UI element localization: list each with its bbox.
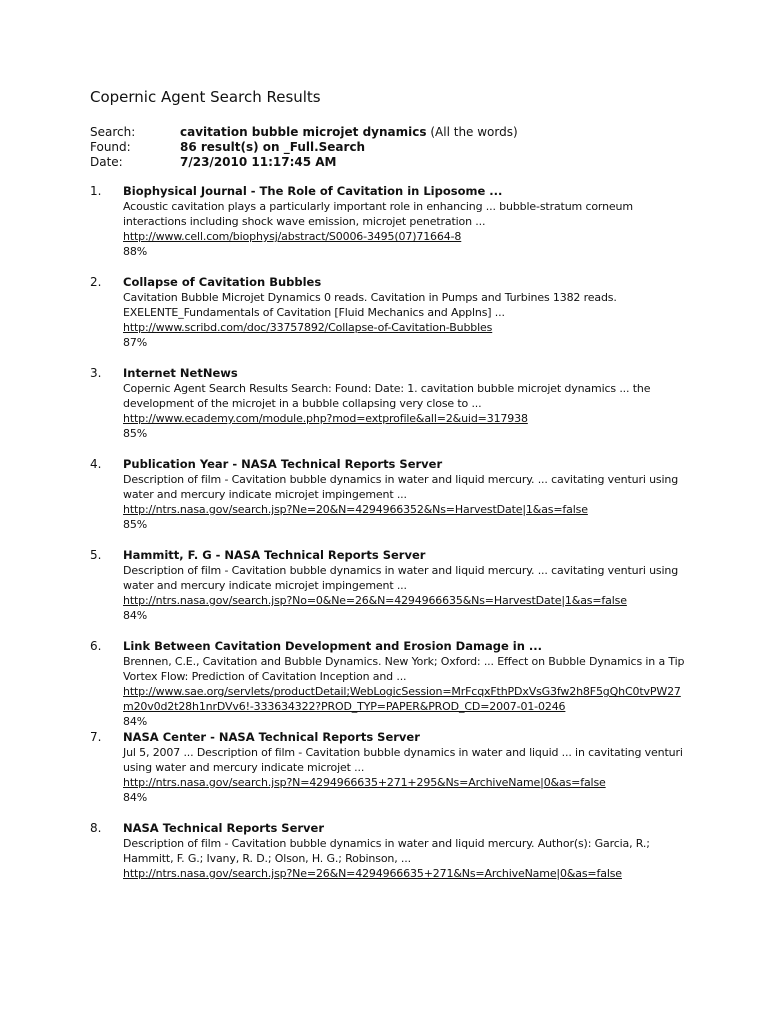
result-number: 6.: [90, 639, 102, 653]
result-url-link[interactable]: http://www.cell.com/biophysj/abstract/S0006-3495(07)71664-8: [123, 230, 462, 243]
result-url-link[interactable]: http://www.sae.org/servlets/productDetail;WebLogicSession=MrFcqxFthPDxVsG3fw2h8F5gQhC0tvPW27m20v0d2t28h1nrDVv6!-333634322?PROD_TYP=PAPER&PROD_CD=2007-01-0246: [123, 685, 681, 713]
result-url-link[interactable]: http://ntrs.nasa.gov/search.jsp?No=0&Ne=26&N=4294966635&Ns=HarvestDate|1&as=false: [123, 594, 627, 607]
result-title: Collapse of Cavitation Bubbles: [123, 275, 322, 289]
result-item: [90, 184, 690, 275]
date-label: Date:: [90, 155, 123, 169]
result-item: [90, 457, 690, 548]
result-title: Biophysical Journal - The Role of Cavitation in Liposome ...: [123, 184, 503, 198]
search-label: Search:: [90, 125, 136, 139]
result-title: NASA Center - NASA Technical Reports Server: [123, 730, 420, 744]
result-number: 1.: [90, 184, 102, 198]
result-title: NASA Technical Reports Server: [123, 821, 325, 835]
result-item: [90, 639, 690, 730]
result-snippet: Description of film - Cavitation bubble dynamics in water and liquid mercury. ... cavitating venturi using water and mercury indicate microjet impingement ...: [123, 564, 679, 592]
result-number: 5.: [90, 548, 102, 562]
page-title: Copernic Agent Search Results: [90, 88, 321, 106]
found-value: 86 result(s) on _Full.Search: [180, 140, 366, 154]
result-body: [123, 730, 690, 821]
result-body: [123, 639, 690, 730]
result-item: [90, 275, 690, 366]
result-relevance-score: 84%: [123, 791, 147, 804]
results-page: [90, 88, 690, 880]
result-url-link[interactable]: http://ntrs.nasa.gov/search.jsp?Ne=20&N=4294966352&Ns=HarvestDate|1&as=false: [123, 503, 588, 516]
result-body: [123, 366, 690, 457]
result-snippet: Jul 5, 2007 ... Description of film - Cavitation bubble dynamics in water and liquid ... in cavitating venturi using water and mercury indicate microjet ...: [123, 746, 683, 774]
results-list: [90, 184, 690, 912]
result-url-link[interactable]: http://ntrs.nasa.gov/search.jsp?N=4294966635+271+295&Ns=ArchiveName|0&as=false: [123, 776, 606, 789]
result-snippet: Cavitation Bubble Microjet Dynamics 0 reads. Cavitation in Pumps and Turbines 1382 reads. EXELENTE_Fundamentals of Cavitation [Fluid Mechanics and Applns] ...: [123, 291, 617, 319]
result-snippet: Copernic Agent Search Results Search: Found: Date: 1. cavitation bubble microjet dynamics ... the development of the microjet in a bubble collapsing very close to ...: [123, 382, 651, 410]
result-number: 8.: [90, 821, 102, 835]
result-item: [90, 730, 690, 821]
result-title: Internet NetNews: [123, 366, 238, 380]
search-mode: (All the words): [430, 125, 518, 139]
result-title: Publication Year - NASA Technical Reports Server: [123, 457, 443, 471]
result-body: [123, 821, 690, 912]
search-row: [90, 125, 690, 140]
result-body: [123, 548, 690, 639]
result-number: 3.: [90, 366, 102, 380]
result-item: [90, 548, 690, 639]
result-snippet: Description of film - Cavitation bubble dynamics in water and liquid mercury. ... cavitating venturi using water and mercury indicate microjet impingement ...: [123, 473, 679, 501]
result-item: [90, 821, 690, 912]
search-query: cavitation bubble microjet dynamics: [180, 125, 427, 139]
result-relevance-score: 85%: [123, 427, 147, 440]
result-relevance-score: 84%: [123, 715, 147, 728]
result-url-link[interactable]: http://ntrs.nasa.gov/search.jsp?Ne=26&N=4294966635+271&Ns=ArchiveName|0&as=false: [123, 867, 622, 880]
result-title: Link Between Cavitation Development and Erosion Damage in ...: [123, 639, 543, 653]
result-relevance-score: 85%: [123, 518, 147, 531]
result-snippet: Acoustic cavitation plays a particularly important role in enhancing ... bubble-stratum corneum interactions including shock wave emission, microjet penetration ...: [123, 200, 633, 228]
date-row: [90, 155, 690, 170]
result-body: [123, 275, 690, 366]
result-url-link[interactable]: http://www.ecademy.com/module.php?mod=extprofile&all=2&uid=317938: [123, 412, 528, 425]
result-item: [90, 366, 690, 457]
search-value: [180, 125, 518, 140]
found-row: [90, 140, 690, 155]
result-body: [123, 457, 690, 548]
result-relevance-score: 88%: [123, 245, 147, 258]
result-title: Hammitt, F. G - NASA Technical Reports Server: [123, 548, 426, 562]
result-number: 2.: [90, 275, 102, 289]
result-relevance-score: 84%: [123, 609, 147, 622]
date-value: 7/23/2010 11:17:45 AM: [180, 155, 337, 169]
result-snippet: Brennen, C.E., Cavitation and Bubble Dynamics. New York; Oxford: ... Effect on Bubble Dynamics in a Tip Vortex Flow: Prediction of Cavitation Inception and ...: [123, 655, 685, 683]
result-body: [123, 184, 690, 275]
result-url-link[interactable]: http://www.scribd.com/doc/33757892/Collapse-of-Cavitation-Bubbles: [123, 321, 493, 334]
found-label: Found:: [90, 140, 131, 154]
search-metadata: [90, 125, 690, 170]
result-relevance-score: 87%: [123, 336, 147, 349]
result-snippet: Description of film - Cavitation bubble dynamics in water and liquid mercury. Author(s): Garcia, R.; Hammitt, F. G.; Ivany, R. D.; Olson, H. G.; Robinson, ...: [123, 837, 650, 865]
result-number: 4.: [90, 457, 102, 471]
result-number: 7.: [90, 730, 102, 744]
